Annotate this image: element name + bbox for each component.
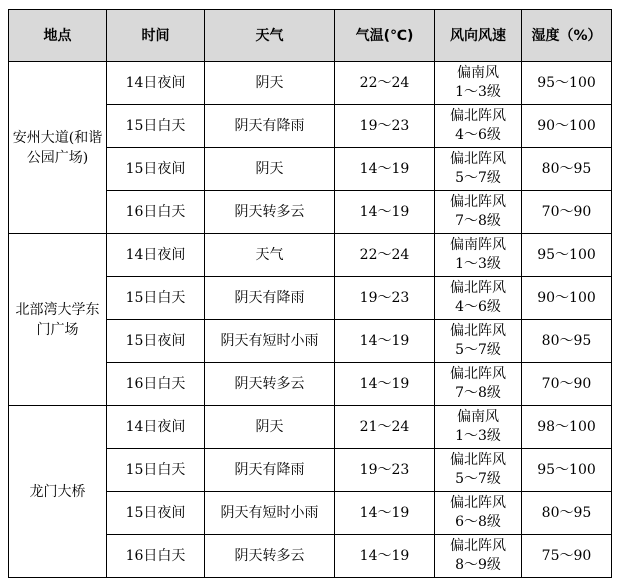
wind-level: 8～9级 [455, 557, 501, 573]
time-cell: 15日夜间 [107, 492, 205, 535]
wind-level: 7～8级 [455, 385, 501, 401]
wind-cell [435, 535, 522, 578]
wind-level: 5～7级 [455, 471, 501, 487]
wind-direction: 偏北阵风 [450, 194, 506, 210]
wind-direction: 偏北阵风 [450, 495, 506, 511]
time-cell: 15日夜间 [107, 320, 205, 363]
weather-cell: 阴天有降雨 [205, 105, 335, 148]
wind-level: 4～6级 [455, 299, 501, 315]
wind-direction: 偏南阵风 [450, 237, 506, 253]
time-cell: 16日白天 [107, 191, 205, 234]
wind-direction: 偏北阵风 [450, 366, 506, 382]
wind-cell [435, 449, 522, 492]
weather-cell: 阴天转多云 [205, 535, 335, 578]
humidity-cell: 75～90 [522, 535, 612, 578]
wind-cell [435, 277, 522, 320]
temperature-cell: 19～23 [335, 449, 435, 492]
weather-cell: 阴天有短时小雨 [205, 492, 335, 535]
weather-cell: 阴天 [205, 148, 335, 191]
table-header-row [9, 10, 612, 62]
weather-cell: 阴天转多云 [205, 363, 335, 406]
wind-cell [435, 406, 522, 449]
header-humidity: 湿度（%） [522, 10, 612, 62]
wind-level: 5～7级 [455, 170, 501, 186]
temperature-cell: 14～19 [335, 535, 435, 578]
location-cell: 龙门大桥 [9, 406, 107, 578]
wind-cell [435, 148, 522, 191]
temperature-cell: 22～24 [335, 234, 435, 277]
time-cell: 15日白天 [107, 449, 205, 492]
humidity-cell: 80～95 [522, 148, 612, 191]
header-location: 地点 [9, 10, 107, 62]
table-row [9, 406, 612, 449]
weather-cell: 阴天转多云 [205, 191, 335, 234]
wind-direction: 偏北阵风 [450, 323, 506, 339]
humidity-cell: 95～100 [522, 62, 612, 105]
header-temperature: 气温(℃) [335, 10, 435, 62]
humidity-cell: 70～90 [522, 191, 612, 234]
temperature-cell: 19～23 [335, 105, 435, 148]
weather-cell: 阴天 [205, 406, 335, 449]
wind-cell [435, 191, 522, 234]
temperature-cell: 14～19 [335, 191, 435, 234]
weather-cell: 阴天 [205, 62, 335, 105]
wind-level: 6～8级 [455, 514, 501, 530]
wind-direction: 偏北阵风 [450, 280, 506, 296]
humidity-cell: 80～95 [522, 492, 612, 535]
location-cell: 北部湾大学东门广场 [9, 234, 107, 406]
humidity-cell: 95～100 [522, 234, 612, 277]
wind-cell [435, 492, 522, 535]
humidity-cell: 98～100 [522, 406, 612, 449]
humidity-cell: 95～100 [522, 449, 612, 492]
table-row [9, 62, 612, 105]
weather-cell: 阴天有降雨 [205, 449, 335, 492]
wind-direction: 偏北阵风 [450, 538, 506, 554]
weather-cell: 阴天有降雨 [205, 277, 335, 320]
header-wind: 风向风速 [435, 10, 522, 62]
time-cell: 15日白天 [107, 277, 205, 320]
temperature-cell: 14～19 [335, 320, 435, 363]
wind-level: 7～8级 [455, 213, 501, 229]
temperature-cell: 22～24 [335, 62, 435, 105]
wind-direction: 偏北阵风 [450, 452, 506, 468]
temperature-cell: 21～24 [335, 406, 435, 449]
temperature-cell: 14～19 [335, 148, 435, 191]
time-cell: 16日白天 [107, 363, 205, 406]
wind-direction: 偏北阵风 [450, 108, 506, 124]
location-cell: 安州大道(和谐公园广场) [9, 62, 107, 234]
temperature-cell: 14～19 [335, 363, 435, 406]
wind-level: 1～3级 [455, 256, 501, 272]
humidity-cell: 80～95 [522, 320, 612, 363]
wind-cell [435, 363, 522, 406]
wind-level: 1～3级 [455, 84, 501, 100]
wind-cell [435, 320, 522, 363]
wind-level: 5～7级 [455, 342, 501, 358]
time-cell: 14日夜间 [107, 406, 205, 449]
table-row [9, 234, 612, 277]
time-cell: 14日夜间 [107, 234, 205, 277]
header-time: 时间 [107, 10, 205, 62]
wind-level: 1～3级 [455, 428, 501, 444]
wind-direction: 偏南风 [457, 65, 499, 81]
temperature-cell: 14～19 [335, 492, 435, 535]
weather-cell: 阴天有短时小雨 [205, 320, 335, 363]
header-weather: 天气 [205, 10, 335, 62]
humidity-cell: 70～90 [522, 363, 612, 406]
wind-cell [435, 62, 522, 105]
time-cell: 14日夜间 [107, 62, 205, 105]
wind-direction: 偏南风 [457, 409, 499, 425]
wind-cell [435, 234, 522, 277]
time-cell: 16日白天 [107, 535, 205, 578]
wind-level: 4～6级 [455, 127, 501, 143]
humidity-cell: 90～100 [522, 277, 612, 320]
wind-direction: 偏北阵风 [450, 151, 506, 167]
temperature-cell: 19～23 [335, 277, 435, 320]
humidity-cell: 90～100 [522, 105, 612, 148]
weather-cell: 天气 [205, 234, 335, 277]
time-cell: 15日夜间 [107, 148, 205, 191]
weather-forecast-table [8, 9, 612, 578]
wind-cell [435, 105, 522, 148]
time-cell: 15日白天 [107, 105, 205, 148]
